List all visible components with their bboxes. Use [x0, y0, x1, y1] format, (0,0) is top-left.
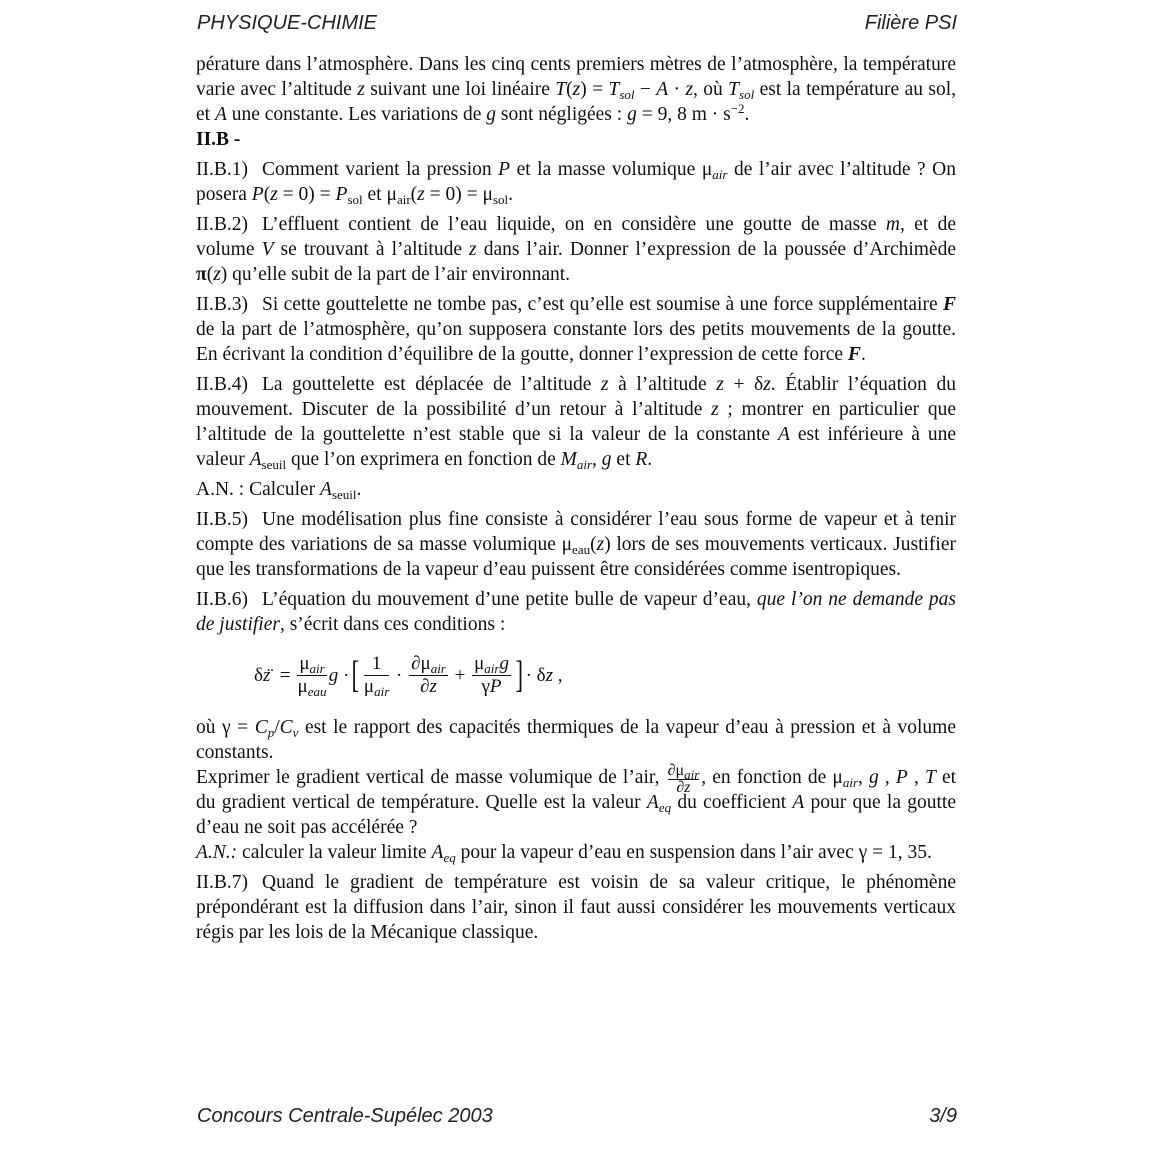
question-label: II.B.6) [196, 589, 248, 610]
footer-contest: Concours Centrale-Supélec 2003 [197, 1105, 493, 1127]
question-label: II.B.4) [196, 374, 248, 395]
question-label: II.B.2) [196, 214, 248, 235]
question-II-B-1: II.B.1) Comment varient la pression P et la masse volumique $\mu_{air}$ de l’air avec l’altitude ? On posera $P(z = 0) = P_{sol}$ et $\mu_{air}(z = 0) = \mu_{sol}$. [196, 159, 956, 207]
gamma-definition: où $\gamma = C_p/C_v$ est le rapport des capacités thermiques de la vapeur d’eau à pression et à volume constants. [196, 717, 957, 763]
question-II-B-2: II.B.2) L’effluent contient de l’eau liquide, on en considère une goutte de masse m, et de volume V se trouvant à l’altitude z dans l’air. Donner l’expression de la poussée d’Archimède π(z) qu’elle subit de la part de l’air environnant. [196, 214, 956, 285]
page-footer [197, 1105, 957, 1128]
question-II-B-7: II.B.7) Quand le gradient de température est voisin de sa valeur critique, le phénomène prépondérant est la diffusion dans l’air, sinon il faut aussi considérer les mouvements verticaux régis par les lois de la Mécanique classique. [196, 872, 956, 943]
header-track: Filière PSI [864, 12, 957, 34]
intro-paragraph: pérature dans l’atmosphère. Dans les cinq cents premiers mètres de l’atmosphère, la température varie avec l’altitude z suivant une loi linéaire $T(z) = T_{sol} - A \cdot z$, où $T_{sol}$ est la température au sol, et A une constante. Les variations de g sont négligées : g = 9, 8 $m \cdot s^{-2}$. [196, 54, 956, 125]
numerical-application-2: A.N.: calculer la valeur limite $A_{eq}$ pour la vapeur d’eau en suspension dans l’air avec γ = 1, 35. [196, 842, 932, 865]
footer-page-number: 3/9 [929, 1105, 957, 1127]
question-II-B-6: II.B.6) L’équation du mouvement d’une petite bulle de vapeur d’eau, que l’on ne demande pas de justifier, s’écrit dans ces conditions : [196, 589, 956, 635]
page-header [197, 12, 957, 35]
document-body [196, 52, 956, 945]
gradient-question: Exprimer le gradient vertical de masse volumique de l’air, $\frac{\partial\mu_{air}}{\partial z}$ , en fonction de $\mu_{air}$, g , P , T et du gradient vertical de température. Quelle est la valeur $A_{eq}$ du coefficient A pour que la goutte d’eau ne soit pas accélérée ? [196, 762, 957, 838]
question-label: II.B.3) [196, 294, 248, 315]
header-subject: PHYSIQUE-CHIMIE [197, 12, 378, 34]
numerical-application-1: A.N. : Calculer $A_{seuil}$. [196, 479, 362, 502]
section-title: II.B - [196, 129, 241, 150]
question-label: II.B.7) [196, 872, 248, 893]
question-label: II.B.5) [196, 509, 248, 530]
question-II-B-3: II.B.3) Si cette gouttelette ne tombe pas, c’est qu’elle est soumise à une force supplémentaire F de la part de l’atmosphère, qu’on supposera constante lors des petits mouvements de la goutte. En écrivant la condition d’équilibre de la goutte, donner l’expression de cette force F. [196, 294, 956, 365]
question-II-B-5: II.B.5) Une modélisation plus fine consiste à considérer l’eau sous forme de vapeur et à tenir compte des variations de sa masse volumique $\mu_{eau}(z)$ lors de ses mouvements verticaux. Justifier que les transformations de la vapeur d’eau puissent être considérées comme isentropiques. [196, 509, 956, 580]
equation-of-motion: δz̈ = $\frac{\mu_{air}}{\mu_{eau}}$ g · [ $\frac{1}{\mu_{air}}$ · $\frac{\partial\mu_{air}}{\partial z}$ + $\frac{\mu_{air}g}{\gamma P}$ ] · δz , [254, 652, 563, 699]
question-II-B-4: II.B.4) La gouttelette est déplacée de l’altitude z à l’altitude z + δz. Établir l’équation du mouvement. Discuter de la possibilité d’un retour à l’altitude z ; montrer en particulier que l’altitude de la gouttelette n’est stable que si la valeur de la constante A est inférieure à une valeur $A_{seuil}$ que l’on exprimera en fonction de $M_{air}$, g et R. [196, 374, 956, 472]
question-label: II.B.1) [196, 159, 248, 180]
